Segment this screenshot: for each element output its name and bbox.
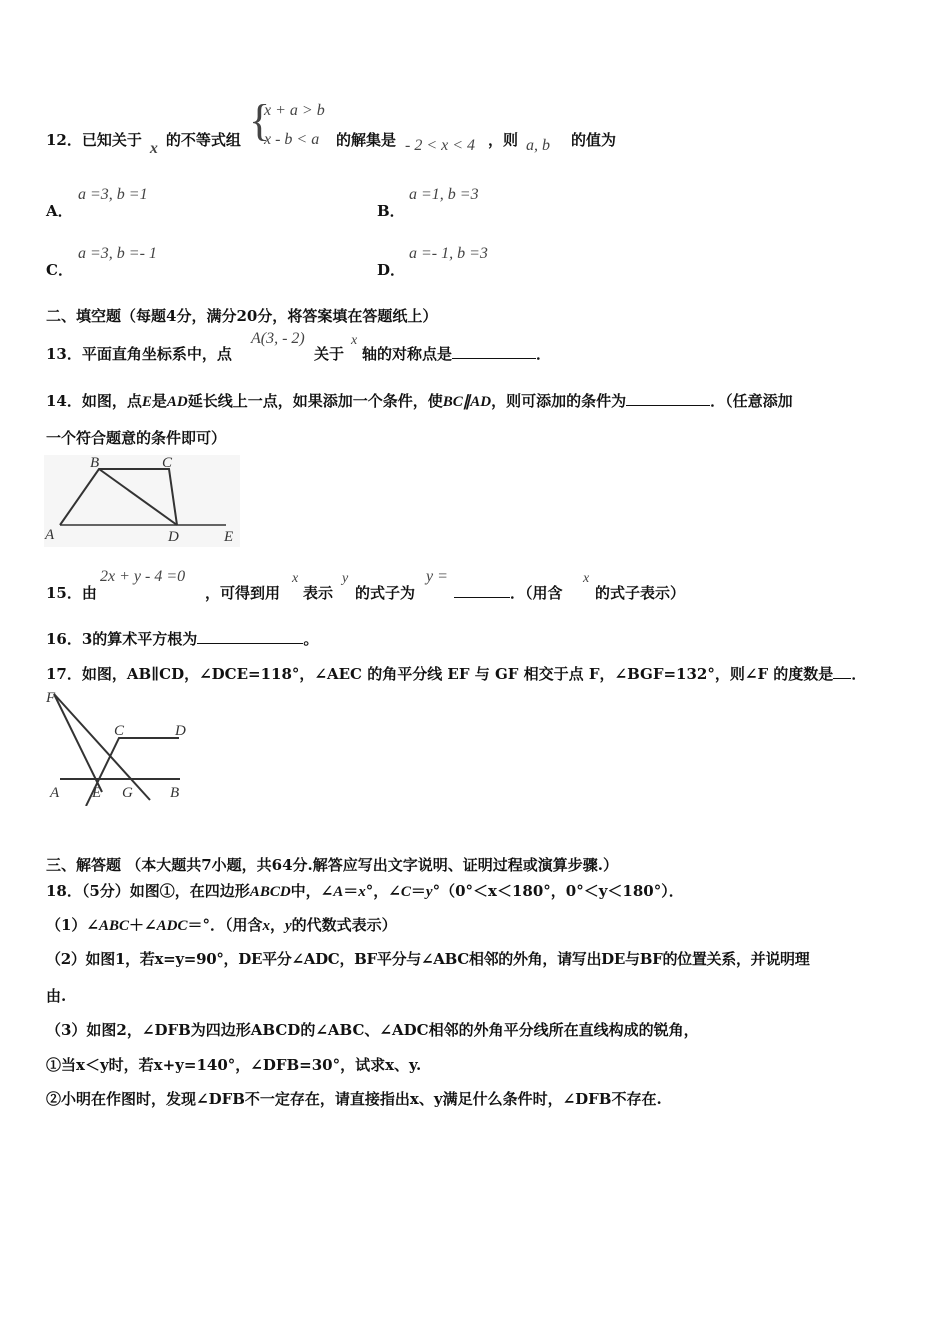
q15-line bbox=[454, 582, 563, 603]
q18-p1-text-d: ， bbox=[269, 916, 285, 934]
q15-text-1: 15．由 bbox=[46, 584, 97, 602]
q18-part-3-a: ①当x＜y时，若x+y=140°，∠DFB=30°，试求x、y. bbox=[46, 1056, 422, 1074]
q16-line bbox=[46, 628, 318, 649]
q18-p1-text-e: 的代数式表示） bbox=[291, 916, 397, 934]
q18-angle-a: A bbox=[333, 884, 344, 900]
q13-end: ． bbox=[536, 345, 552, 363]
q15-text-3: 表示 bbox=[303, 584, 334, 602]
q14-label-d: D bbox=[168, 529, 179, 545]
q12-option-c: a =3, b =- 1 bbox=[78, 245, 157, 262]
q17-line-fe bbox=[54, 694, 102, 792]
q18-p1-abc: ABC bbox=[99, 918, 130, 934]
q16-answer-blank bbox=[197, 629, 303, 644]
q14-label-a: A bbox=[45, 527, 55, 543]
q18-text-3: ＝ bbox=[343, 882, 359, 900]
q14-bc-parallel-ad: BC∥AD bbox=[442, 394, 492, 410]
q13-text-3: 轴的对称点是 bbox=[362, 345, 453, 363]
q12-option-a: a =3, b =1 bbox=[78, 186, 148, 203]
q12-system-line2: x - b < a bbox=[264, 131, 320, 148]
q12-text-4: ，则 bbox=[488, 131, 519, 149]
q18-part-3-b: ②小明在作图时，发现∠DFB不一定存在，请直接指出x、y满足什么条件时，∠DFB不存在. bbox=[46, 1090, 662, 1108]
q13-point: A(3, - 2) bbox=[251, 330, 305, 347]
q14-text-2: 是 bbox=[151, 392, 167, 410]
q18-text-2: 中，∠ bbox=[290, 882, 334, 900]
q18-part-2-cont: 由. bbox=[46, 987, 67, 1005]
q15-var-x-2: x bbox=[583, 571, 590, 586]
q18-p1-y: y bbox=[284, 918, 292, 934]
q12-text-1: 12．已知关于 bbox=[46, 131, 142, 149]
q15-var-x: x bbox=[292, 571, 299, 586]
q12-var-x: x bbox=[149, 140, 158, 157]
q12-option-c-label: C． bbox=[46, 261, 73, 279]
q18-p1-text-a: （1）∠ bbox=[46, 916, 100, 934]
q18-part-3: （3）如图2，∠DFB为四边形ABCD的∠ABC、∠ADC相邻的外角平分线所在直线构成的锐角， bbox=[46, 1021, 699, 1039]
q18-p1-adc: ADC bbox=[156, 918, 188, 934]
q14-label-b: B bbox=[90, 455, 100, 471]
q13-answer-blank bbox=[452, 344, 536, 359]
q17-line-fg bbox=[54, 694, 150, 800]
q12-brace: { bbox=[249, 96, 271, 145]
q17-label-a: A bbox=[50, 785, 60, 801]
q12-line bbox=[46, 129, 241, 157]
q17-label-e: E bbox=[92, 785, 102, 801]
q14-line-2: 一个符合题意的条件即可） bbox=[46, 429, 227, 447]
q17-line bbox=[46, 663, 866, 684]
q14-text-4: ，则可添加的条件为 bbox=[491, 392, 627, 410]
q18-line-1 bbox=[46, 880, 684, 901]
q12-ab: a, b bbox=[526, 137, 550, 154]
q17-answer-blank bbox=[833, 664, 851, 679]
q15-y-equals: y = bbox=[426, 568, 448, 585]
q18-var-y: y bbox=[425, 884, 433, 900]
q18-part-1 bbox=[46, 914, 397, 935]
q15-var-y: y bbox=[342, 571, 349, 586]
q12-option-b: a =1, b =3 bbox=[409, 186, 479, 203]
q12-option-d-label: D． bbox=[377, 261, 406, 279]
q12-option-d: a =- 1, b =3 bbox=[409, 245, 488, 262]
q16-text: 16．3的算术平方根为 bbox=[46, 630, 198, 648]
q14-answer-blank bbox=[626, 391, 710, 406]
q18-p1-text-c: ＝°．（用含 bbox=[187, 916, 263, 934]
q14-text-5: ．（任意添加 bbox=[710, 392, 793, 410]
q17-label-g: G bbox=[122, 785, 133, 801]
q18-text-5: ＝ bbox=[410, 882, 426, 900]
q17-label-f: F bbox=[46, 690, 56, 706]
q18-text-1: 18．（5分）如图①，在四边形 bbox=[46, 882, 250, 900]
q14-label-c: C bbox=[162, 455, 173, 471]
q15-text-6: 的式子表示） bbox=[595, 584, 686, 602]
q15-text-4: 的式子为 bbox=[355, 584, 416, 602]
q14-figure bbox=[44, 455, 240, 547]
q12-text-2: 的不等式组 bbox=[165, 131, 241, 149]
q15-text-5: ．（用含 bbox=[510, 584, 563, 602]
q13-text-1: 13．平面直角坐标系中，点 bbox=[46, 345, 232, 363]
q12-text-5: 的值为 bbox=[571, 131, 617, 149]
q14-point-e: E bbox=[141, 394, 152, 410]
q18-var-x: x bbox=[358, 884, 366, 900]
section-2-heading: 二、填空题（每题4分，满分20分，将答案填在答题纸上） bbox=[46, 307, 438, 325]
q17-end: ． bbox=[851, 665, 867, 683]
q18-p1-text-b: ＋∠ bbox=[129, 916, 157, 934]
q18-part-2: （2）如图1，若x=y=90°，DE平分∠ADC，BF平分与∠ABC相邻的外角，请写出DE与BF的位置关系，并说明理 bbox=[46, 950, 810, 968]
q17-text: 17．如图，AB∥CD，∠DCE=118°，∠AEC 的角平分线 EF 与 GF 相交于点 F，∠BGF=132°，则∠F 的度数是 bbox=[46, 665, 834, 683]
q14-label-e: E bbox=[224, 529, 234, 545]
q13-line bbox=[362, 343, 551, 364]
q17-label-c: C bbox=[114, 723, 125, 739]
q14-text-3: 延长线上一点，如果添加一个条件，使 bbox=[187, 392, 443, 410]
q13-text-2: 关于 bbox=[314, 345, 345, 363]
q13-var-x: x bbox=[351, 333, 358, 348]
q18-abcd: ABCD bbox=[249, 884, 291, 900]
q12-option-a-label: A． bbox=[46, 202, 73, 220]
q12-system-line1: x + a > b bbox=[264, 102, 325, 119]
q12-solution: - 2 < x < 4 bbox=[405, 137, 476, 154]
q14-line bbox=[46, 390, 793, 411]
q18-text-6: °（0°＜x＜180°，0°＜y＜180°）． bbox=[432, 882, 684, 900]
q15-text-2: ，可得到用 bbox=[205, 584, 281, 602]
q18-p1-x: x bbox=[262, 918, 270, 934]
q14-segment-ad: AD bbox=[166, 394, 188, 410]
q14-text-1: 14．如图，点 bbox=[46, 392, 142, 410]
q17-figure bbox=[44, 688, 194, 806]
q15-answer-blank bbox=[454, 583, 510, 598]
section-3-heading: 三、解答题 （本大题共7小题，共64分.解答应写出文字说明、证明过程或演算步骤.） bbox=[46, 856, 618, 874]
q12-option-b-label: B． bbox=[377, 202, 405, 220]
q17-label-d: D bbox=[175, 723, 186, 739]
q16-end: 。 bbox=[303, 630, 319, 648]
q12-text-3: 的解集是 bbox=[336, 131, 397, 149]
q18-angle-c: C bbox=[400, 884, 411, 900]
q18-text-4: °，∠ bbox=[365, 882, 401, 900]
q17-label-b: B bbox=[170, 785, 180, 801]
q15-equation: 2x + y - 4 =0 bbox=[100, 568, 186, 585]
